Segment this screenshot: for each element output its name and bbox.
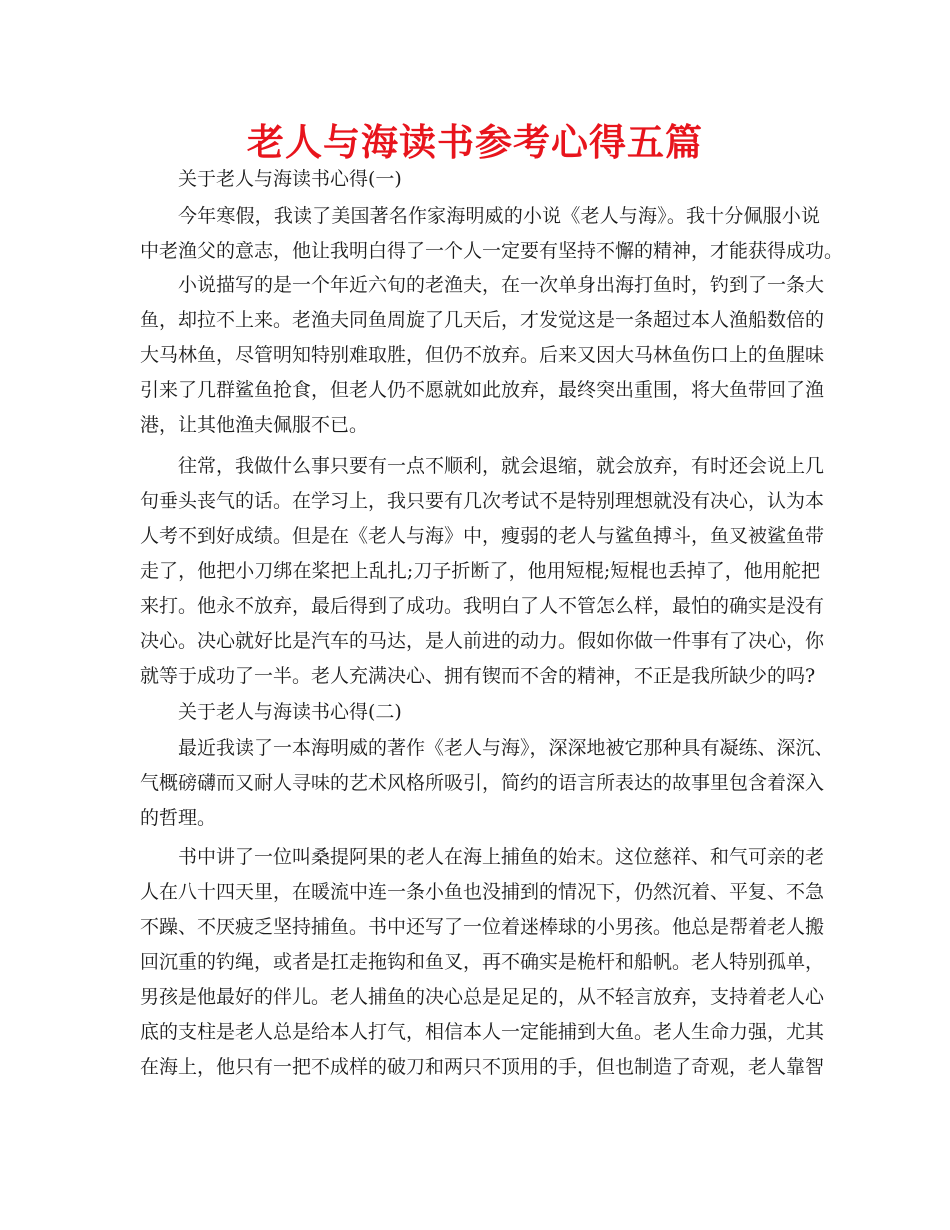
paragraph-line: 的哲理。: [140, 807, 217, 829]
paragraph-line: 走了，他把小刀绑在桨把上乱扎;刀子折断了，他用短棍;短棍也丢掉了，他用舵把: [140, 560, 820, 582]
paragraph-line: 港，让其他渔夫佩服不已。: [140, 414, 369, 436]
paragraph-line: 在海上，他只有一把不成样的破刀和两只不顶用的手，但也制造了奇观，老人靠智: [140, 1056, 825, 1078]
document-title: 老人与海读书参考心得五篇: [247, 121, 703, 164]
paragraph-line: 小说描写的是一个年近六旬的老渔夫，在一次单身出海打鱼时，钓到了一条大: [178, 274, 825, 296]
paragraph-line: 大马林鱼，尽管明知特别难取胜，但仍不放弃。后来又因大马林鱼伤口上的鱼腥味: [140, 344, 825, 366]
paragraph-line: 底的支柱是老人总是给本人打气，相信本人一定能捕到大鱼。老人生命力强，尤其: [140, 1021, 825, 1043]
section-heading: 关于老人与海读书心得(一): [178, 168, 402, 190]
section-heading: 关于老人与海读书心得(二): [178, 701, 402, 723]
paragraph-line: 男孩是他最好的伴儿。老人捕鱼的决心总是足足的，从不轻言放弃，支持着老人心: [140, 986, 825, 1008]
paragraph-line: 引来了几群鲨鱼抢食，但老人仍不愿就如此放弃，最终突出重围，将大鱼带回了渔: [140, 379, 825, 401]
paragraph-line: 往常，我做什么事只要有一点不顺利，就会退缩，就会放弃，有时还会说上几: [178, 455, 825, 477]
paragraph-line: 今年寒假，我读了美国著名作家海明威的小说《老人与海》。我十分佩服小说: [178, 205, 820, 227]
paragraph-line: 不躁、不厌疲乏坚持捕鱼。书中还写了一位着迷棒球的小男孩。他总是帮着老人搬: [140, 916, 825, 938]
paragraph-line: 句垂头丧气的话。在学习上，我只要有几次考试不是特别理想就没有决心，认为本: [140, 490, 825, 512]
paragraph-line: 气概磅礴而又耐人寻味的艺术风格所吸引，简约的语言所表达的故事里包含着深入: [140, 772, 825, 794]
paragraph-line: 人在八十四天里，在暖流中连一条小鱼也没捕到的情况下，仍然沉着、平复、不急: [140, 881, 825, 903]
paragraph-line: 人考不到好成绩。但是在《老人与海》中，瘦弱的老人与鲨鱼搏斗，鱼叉被鲨鱼带: [140, 525, 825, 547]
paragraph-line: 决心。决心就好比是汽车的马达，是人前进的动力。假如你做一件事有了决心，你: [140, 630, 825, 652]
paragraph-line: 回沉重的钓绳，或者是扛走拖钩和鱼叉，再不确实是桅杆和船帆。老人特别孤单，: [140, 951, 825, 973]
paragraph-line: 来打。他永不放弃，最后得到了成功。我明白了人不管怎么样，最怕的确实是没有: [140, 595, 825, 617]
paragraph-line: 最近我读了一本海明威的著作《老人与海》，深深地被它那种具有凝练、深沉、: [178, 737, 834, 759]
paragraph-line: 中老渔父的意志，他让我明白得了一个人一定要有坚持不懈的精神，才能获得成功。: [140, 240, 844, 262]
paragraph-line: 就等于成功了一半。老人充满决心、拥有锲而不舍的精神，不正是我所缺少的吗?: [140, 665, 816, 687]
paragraph-line: 书中讲了一位叫桑提阿果的老人在海上捕鱼的始末。这位慈祥、和气可亲的老: [178, 846, 825, 868]
paragraph-line: 鱼，却拉不上来。老渔夫同鱼周旋了几天后，才发觉这是一条超过本人渔船数倍的: [140, 309, 825, 331]
